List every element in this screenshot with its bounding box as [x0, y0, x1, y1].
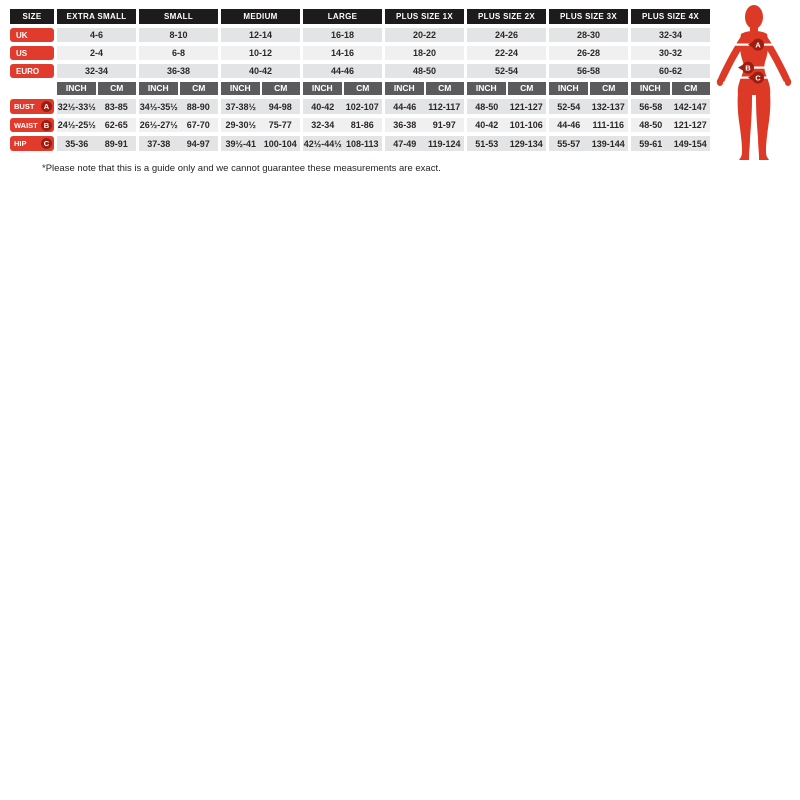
size-value-cell: 40-42: [221, 64, 300, 78]
bust-badge-letter: A: [755, 40, 761, 50]
size-value-cell: 6-8: [139, 46, 218, 60]
column-header: PLUS SIZE 4X: [631, 9, 710, 24]
measure-label-text: BUST: [14, 102, 35, 111]
cm-value: 112-117: [428, 101, 461, 112]
cm-value: 89-91: [104, 138, 128, 149]
cm-label: CM: [260, 82, 301, 95]
size-value-cell: 10-12: [221, 46, 300, 60]
column-header: SMALL: [139, 9, 218, 24]
cm-label: CM: [588, 82, 629, 95]
cm-value: 88-90: [186, 101, 210, 112]
inch-label: INCH: [229, 83, 251, 93]
unit-row-spacer: [10, 82, 54, 95]
inch-label: INCH: [65, 83, 87, 93]
size-value-cell: 26-28: [549, 46, 628, 60]
measurement-cell: [303, 99, 382, 114]
cm-value: 94-97: [186, 138, 210, 149]
column-header: EXTRA SMALL: [57, 9, 136, 24]
cm-value: 91-97: [432, 120, 456, 130]
cm-label: CM: [342, 82, 383, 95]
size-value-cell: 36-38: [139, 64, 218, 78]
inch-value: 55-57: [557, 138, 581, 149]
disclaimer-footnote: *Please note that this is a guide only and we cannot guarantee these measurements are exact.: [42, 163, 441, 174]
unit-header-cell: [221, 82, 300, 95]
inch-value: 37-38: [147, 138, 171, 149]
measurement-cell: [631, 118, 710, 132]
female-silhouette: [717, 5, 791, 160]
size-value-cell: 2-4: [57, 46, 136, 60]
inch-value: 39½-41: [225, 138, 257, 149]
waist-badge-letter: B: [745, 63, 751, 73]
inch-label: INCH: [475, 83, 497, 93]
inch-value: 59-61: [639, 138, 663, 149]
inch-value: 36-38: [393, 120, 417, 130]
inch-value: 40-42: [475, 120, 499, 130]
cm-value: 129-134: [509, 138, 543, 149]
size-value-cell: 56-58: [549, 64, 628, 78]
hip-badge-letter: C: [755, 73, 761, 83]
cm-label: CM: [178, 82, 219, 95]
inch-label: INCH: [557, 83, 579, 93]
unit-header-cell: [385, 82, 464, 95]
inch-value: 34½-35½: [139, 101, 178, 112]
cm-value: 81-86: [350, 120, 374, 130]
size-value-cell: 12-14: [221, 28, 300, 42]
cm-value: 119-124: [427, 138, 461, 149]
size-value-cell: 60-62: [631, 64, 710, 78]
unit-header-cell: [467, 82, 546, 95]
cm-value: 139-144: [591, 138, 625, 149]
measure-row-label: [10, 99, 54, 114]
inch-value: 52-54: [557, 101, 581, 112]
cm-label: CM: [96, 82, 137, 95]
cm-value: 102-107: [345, 101, 379, 112]
column-header: PLUS SIZE 2X: [467, 9, 546, 24]
size-value-cell: 8-10: [139, 28, 218, 42]
region-row-label: US: [10, 46, 54, 60]
size-value-cell: 44-46: [303, 64, 382, 78]
inch-label: INCH: [147, 83, 169, 93]
inch-value: 32-34: [311, 120, 335, 130]
measurement-cell: [57, 118, 136, 132]
measurement-cell: [221, 118, 300, 132]
size-value-cell: 4-6: [57, 28, 136, 42]
size-value-cell: 16-18: [303, 28, 382, 42]
region-row-label: EURO: [10, 64, 54, 78]
inch-value: 47-49: [393, 138, 417, 149]
inch-value: 51-53: [475, 138, 499, 149]
size-value-cell: 32-34: [631, 28, 710, 42]
measurement-cell: [467, 118, 546, 132]
size-value-cell: 28-30: [549, 28, 628, 42]
column-header: PLUS SIZE 1X: [385, 9, 464, 24]
size-value-cell: 30-32: [631, 46, 710, 60]
measurement-cell: [385, 136, 464, 151]
cm-value: 94-98: [268, 101, 292, 112]
inch-label: INCH: [393, 83, 415, 93]
body-measurement-figure: [710, 4, 798, 162]
measurement-cell: [549, 136, 628, 151]
measurement-cell: [549, 99, 628, 114]
unit-header-cell: [549, 82, 628, 95]
cm-value: 67-70: [186, 120, 210, 130]
cm-value: 121-127: [509, 101, 543, 112]
cm-value: 121-127: [673, 120, 707, 130]
size-value-cell: 22-24: [467, 46, 546, 60]
cm-value: 149-154: [673, 138, 707, 149]
measurement-cell: [57, 136, 136, 151]
size-value-cell: 52-54: [467, 64, 546, 78]
size-chart-table: [10, 9, 710, 151]
measurement-cell: [139, 136, 218, 151]
cm-value: 101-106: [509, 120, 543, 130]
measurement-cell: [221, 136, 300, 151]
measure-row-label: [10, 136, 54, 151]
size-value-cell: 14-16: [303, 46, 382, 60]
cm-label: CM: [424, 82, 465, 95]
column-header: LARGE: [303, 9, 382, 24]
cm-value: 142-147: [673, 101, 707, 112]
measurement-cell: [303, 118, 382, 132]
unit-header-cell: [57, 82, 136, 95]
unit-header-cell: [303, 82, 382, 95]
measurement-cell: [139, 118, 218, 132]
inch-value: 44-46: [557, 120, 581, 130]
size-value-cell: 18-20: [385, 46, 464, 60]
measurement-cell: [549, 118, 628, 132]
size-column-header: SIZE: [10, 9, 54, 24]
measure-label-text: WAIST: [14, 120, 38, 130]
size-value-cell: 32-34: [57, 64, 136, 78]
measure-letter-badge: A: [41, 101, 52, 112]
unit-header-cell: [139, 82, 218, 95]
measurement-cell: [385, 99, 464, 114]
inch-value: 48-50: [639, 120, 663, 130]
measurement-cell: [57, 99, 136, 114]
inch-value: 42½-44½: [303, 138, 342, 149]
size-value-cell: 48-50: [385, 64, 464, 78]
measurement-cell: [631, 136, 710, 151]
cm-label: CM: [670, 82, 711, 95]
size-value-cell: 20-22: [385, 28, 464, 42]
inch-label: INCH: [311, 83, 333, 93]
measure-label-text: HIP: [14, 139, 27, 148]
inch-value: 44-46: [393, 101, 417, 112]
cm-value: 75-77: [268, 120, 292, 130]
measurement-cell: [139, 99, 218, 114]
column-header: PLUS SIZE 3X: [549, 9, 628, 24]
cm-value: 100-104: [263, 138, 297, 149]
measurement-cell: [631, 99, 710, 114]
measurement-cell: [385, 118, 464, 132]
measurement-cell: [467, 99, 546, 114]
cm-value: 132-137: [591, 101, 625, 112]
cm-value: 62-65: [104, 120, 128, 130]
measure-letter-badge: B: [41, 120, 52, 131]
cm-value: 83-85: [104, 101, 128, 112]
inch-value: 26½-27½: [139, 120, 178, 130]
unit-header-cell: [631, 82, 710, 95]
column-header: MEDIUM: [221, 9, 300, 24]
inch-value: 24½-25½: [57, 120, 96, 130]
measure-row-label: [10, 118, 54, 132]
measure-letter-badge: C: [41, 138, 52, 149]
inch-value: 32½-33½: [57, 101, 96, 112]
measurement-cell: [467, 136, 546, 151]
region-row-label: UK: [10, 28, 54, 42]
inch-value: 37-38½: [225, 101, 257, 112]
inch-value: 35-36: [65, 138, 89, 149]
cm-value: 108-113: [345, 138, 379, 149]
size-value-cell: 24-26: [467, 28, 546, 42]
inch-value: 56-58: [639, 101, 663, 112]
measurement-cell: [303, 136, 382, 151]
cm-value: 111-116: [592, 120, 625, 130]
cm-label: CM: [506, 82, 547, 95]
inch-value: 29-30½: [225, 120, 257, 130]
inch-value: 48-50: [475, 101, 499, 112]
measurement-cell: [221, 99, 300, 114]
inch-value: 40-42: [311, 101, 335, 112]
inch-label: INCH: [639, 83, 661, 93]
